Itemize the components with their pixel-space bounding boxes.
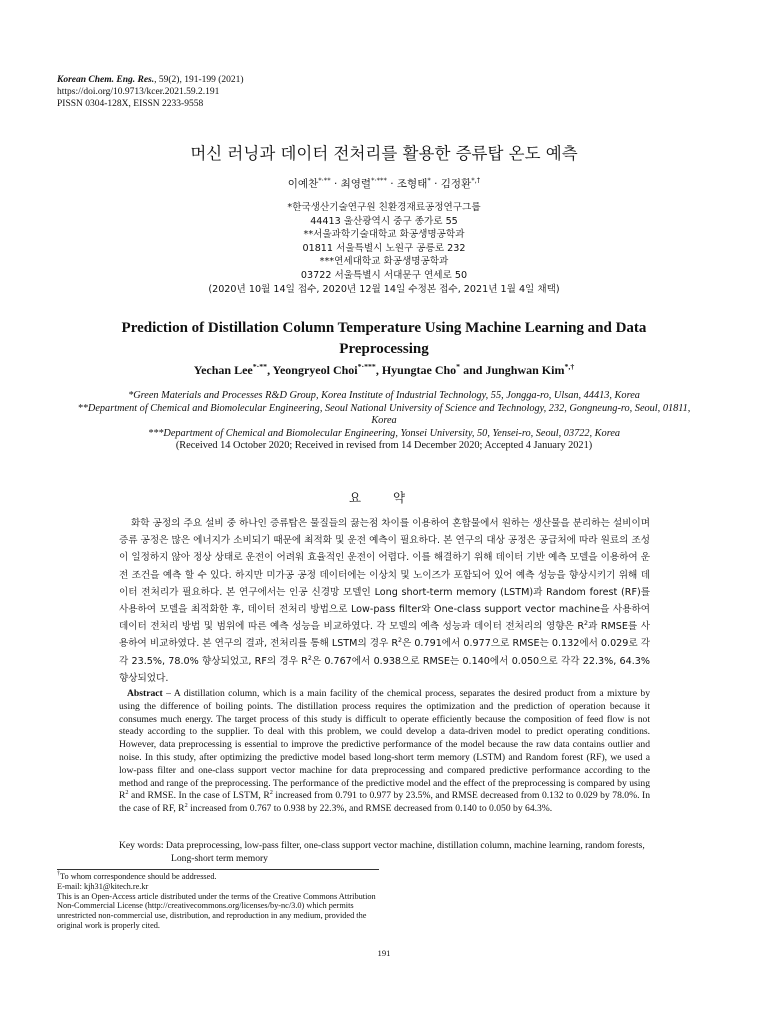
keywords-label: Key words: bbox=[119, 840, 164, 851]
english-affiliations bbox=[70, 390, 698, 453]
korean-affiliation-line: *한국생산기술연구원 친환경재료공정연구그룹 bbox=[287, 202, 481, 213]
english-author-name: Junghwan Kim bbox=[485, 363, 565, 377]
korean-abstract-text: 화학 공정의 주요 설비 중 하나인 증류탑은 물질들의 끓는점 차이를 이용하여 혼합물에서 원하는 생산물을 분리하는 설비이며 증류 공정은 많은 에너지가 소비되기 때문에 최적화 및 운전 예측이 필요하다. 본 연구의 대상 공정은 공급처에 따라 원료의 조성이 일정하지 않아 정상 상태로 운전이 어려워 효율적인 운전이 어렵다. 이를 해결하기 위해 데이터 기반 예측 모델을 이용하여 운전 조건을 예측 할 수 있다. 하지만 미가공 공정 데이터에는 이상치 및 노이즈가 포함되어 있어 예측 성능을 향상시키기 위해 데이터 전처리가 필요하다. 본 연구에서는 인공 신경망 모델인 Long short-term memory (LSTM)과 Random forest (RF)를 사용하여 모델을 최적화한 후, 데이터 전처리 방법으로 Low-pass filter와 One-class support vector machine을 사용하여 데이터 전처리 방법 및 범위에 따른 예측 성능을 비교하였다. 각 모델의 예측 성능과 데이터 전처리의 영향은 R bbox=[119, 518, 650, 633]
korean-title: 머신 러닝과 데이터 전처리를 활용한 증류탑 온도 예측 bbox=[190, 144, 578, 163]
english-author-name: Yeongryeol Choi bbox=[272, 363, 358, 377]
superscript-2: 2 bbox=[398, 637, 402, 645]
correspondence-text: To whom correspondence should be addressed. bbox=[60, 872, 217, 881]
english-authors bbox=[0, 363, 768, 378]
keywords bbox=[119, 840, 650, 866]
korean-author-name: 이예찬 bbox=[287, 178, 319, 190]
author-separator: · bbox=[390, 178, 394, 190]
korean-author-name: 김정환 bbox=[440, 178, 472, 190]
abstract-label: Abstract bbox=[127, 688, 163, 699]
korean-affiliation-line: 03722 서울특별시 서대문구 연세로 50 bbox=[300, 269, 468, 281]
english-affiliation: ***Department of Chemical and Biomolecular Engineering, Yonsei University, 50, Yensei-ro, Seoul, 03722, Korea bbox=[147, 427, 621, 439]
superscript-2: 2 bbox=[184, 801, 188, 809]
english-author-name: Yechan Lee bbox=[193, 363, 253, 377]
english-abstract bbox=[119, 688, 650, 816]
received-dates-english: (Received 14 October 2020; Received in revised from 14 December 2020; Accepted 4 January 2021) bbox=[175, 440, 593, 452]
journal-header bbox=[57, 74, 357, 110]
superscript-2: 2 bbox=[584, 620, 588, 628]
korean-affiliation-line: 44413 울산광역시 중구 종가로 55 bbox=[310, 215, 458, 227]
korean-author-mark: * bbox=[427, 176, 431, 185]
english-author-mark: *·*** bbox=[357, 362, 376, 371]
author-separator: and bbox=[460, 363, 486, 377]
correspondence-note bbox=[57, 872, 379, 882]
superscript-2: 2 bbox=[269, 789, 273, 797]
superscript-2: 2 bbox=[125, 789, 129, 797]
author-separator: , bbox=[375, 363, 382, 377]
journal-volume: , 59(2), 191-199 (2021) bbox=[154, 75, 244, 85]
received-dates-korean: (2020년 10월 14일 접수, 2020년 12월 14일 수정본 접수, 2021년 1월 4일 채택) bbox=[208, 283, 560, 295]
footnote bbox=[57, 872, 379, 931]
korean-authors bbox=[0, 176, 768, 191]
korean-author-name: 조형태 bbox=[396, 178, 428, 190]
korean-affiliation-line: 01811 서울특별시 노원구 공릉로 232 bbox=[302, 242, 466, 254]
abstract-text: increased from 0.767 to 0.938 by 22.3%, and RMSE decreased from 0.140 to 0.050 by 64.3%. bbox=[187, 803, 553, 815]
abstract-text: increased from 0.791 to 0.977 by 23.5%, and RMSE decreased from 0.132 to 0.029 by 78.0%. In the case of RF, R bbox=[119, 790, 650, 815]
email: E-mail: kjh31@kitech.re.kr bbox=[57, 881, 149, 891]
korean-author-mark: *·** bbox=[318, 176, 331, 185]
english-author-name: Hyungtae Cho bbox=[381, 363, 457, 377]
journal-name: Korean Chem. Eng. Res. bbox=[57, 75, 155, 85]
korean-author-mark: *·*** bbox=[371, 176, 387, 185]
english-author-mark: *·** bbox=[252, 362, 268, 371]
abstract-text: A distillation column, which is a main facility of the chemical process, separates the desired product from a mixture by using the difference of boiling points. The distillation process requires the optimization and the prediction of operation because it consumes much energy. The target process of this study is difficult to operate efficiently because the composition of feed flow is not steady according to the supplier. To deal with this problem, we could develop a data-driven model to predict operating conditions. However, data preprocessing is essential to improve the predictive performance of the model because the raw data contains outlier and noise. In this study, after optimizing the predictive model based long-short term memory (LSTM) and Random forest (RF), we used a low-pass filter and one-class support vector machine for data preprocessing and compared predictive performance according to the method and range of the preprocessing. The performance of the predictive model and the effect of the preprocessing is compared by using R bbox=[119, 688, 650, 802]
keywords-text: Data preprocessing, low-pass filter, one-class support vector machine, distillation column, machine learning, random forests, Long-short term memory bbox=[165, 840, 645, 864]
korean-affiliation-line: ***연세대학교 화공생명공학과 bbox=[319, 256, 449, 268]
english-author-mark: * bbox=[456, 362, 461, 371]
korean-abstract-text: 은 0.767에서 0.938으로 RMSE는 0.140에서 0.050으로 각각 22.3%, 64.3% 향상되었다. bbox=[119, 655, 650, 684]
korean-abstract-text: 과 RMSE를 사용하여 비교하였다. 본 연구의 결과, 전처리를 통해 LSTM의 경우 R bbox=[119, 621, 650, 650]
journal-doi: https://doi.org/10.9713/kcer.2021.59.2.191 bbox=[57, 87, 220, 97]
korean-author-name: 최영렬 bbox=[340, 178, 372, 190]
korean-author-mark: *,† bbox=[471, 176, 481, 185]
abstract-dash: – bbox=[162, 688, 174, 699]
english-affiliation: **Department of Chemical and Biomolecular Engineering, Seoul National University of Science and Technology, 232, Gongneung-ro, Seoul, 01811, Korea bbox=[77, 402, 691, 427]
page-number: 191 bbox=[377, 948, 391, 958]
abstract-text: and RMSE. In the case of LSTM, R bbox=[128, 790, 270, 802]
author-separator: · bbox=[333, 178, 338, 190]
korean-abstract-text: 은 0.791에서 0.977으로 RMSE는 0.132에서 0.029로 각각 23.5%, 78.0% 향상되었고, RF의 경우 R bbox=[119, 638, 650, 667]
korean-abstract-heading: 요 약 bbox=[348, 490, 420, 505]
english-author-mark: *,† bbox=[564, 362, 575, 371]
dagger-mark: † bbox=[57, 871, 60, 878]
superscript-2: 2 bbox=[307, 654, 312, 662]
author-separator: · bbox=[434, 178, 438, 190]
license-text: This is an Open-Access article distributed under the terms of the Creative Commons Attribution Non-Commercial License (http://creativecommons.org/licenses/by-nc/3.0) which permits unrestricted non-commercial use, distribution, and reproduction in any medium, provided the original work is properly cited. bbox=[57, 891, 376, 930]
author-separator: , bbox=[267, 363, 273, 377]
journal-issn: PISSN 0304-128X, EISSN 2233-9558 bbox=[57, 99, 204, 109]
korean-affiliation-line: **서울과학기술대학교 화공생명공학과 bbox=[303, 229, 465, 241]
footnote-divider bbox=[57, 869, 379, 870]
english-title: Prediction of Distillation Column Temperature Using Machine Learning and Data Preprocessing bbox=[121, 320, 647, 357]
journal-citation bbox=[57, 74, 357, 86]
korean-abstract bbox=[119, 515, 650, 687]
english-affiliation: *Green Materials and Processes R&D Group, Korea Institute of Industrial Technology, 55, Jongga-ro, Ulsan, 44413, Korea bbox=[128, 390, 640, 401]
korean-affiliations bbox=[0, 201, 768, 296]
